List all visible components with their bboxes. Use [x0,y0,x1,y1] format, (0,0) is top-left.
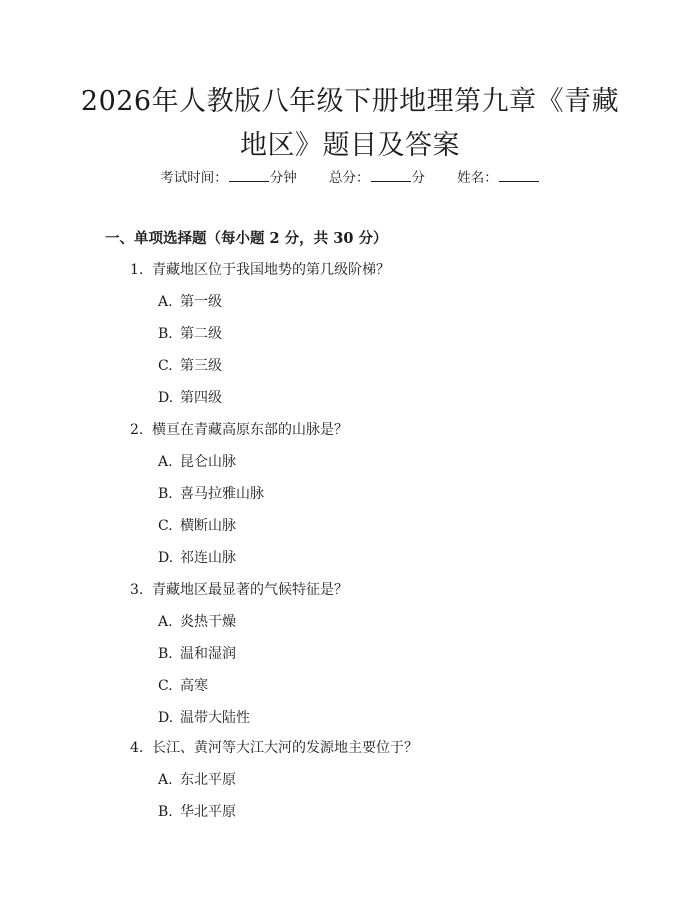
option-letter: C. [158,678,173,694]
total-score-label: 总分： [329,170,370,186]
question-number: 3. [130,582,144,598]
exam-meta [0,168,700,188]
question-text: 横亘在青藏高原东部的山脉是？ [152,422,348,438]
question-number: 1. [130,262,144,278]
option-text: 第四级 [180,390,222,406]
option-letter: A. [158,614,173,630]
option-letter: B. [158,646,173,662]
option [158,708,250,728]
title-line-2: 地区》题目及答案 [240,130,460,161]
option [158,802,236,822]
total-score [329,168,425,188]
option [158,676,208,696]
option [158,644,236,664]
option-letter: C. [158,518,173,534]
question [130,260,390,280]
document-title [60,80,640,168]
option-text: 高寒 [180,678,208,694]
option-letter: A. [158,294,173,310]
option-text: 温和湿润 [180,646,236,662]
option-text: 华北平原 [180,804,236,820]
option-text: 昆仑山脉 [180,454,236,470]
option [158,770,236,790]
title-line-1: 2026年人教版八年级下册地理第九章《青藏 [80,86,620,117]
option-letter: B. [158,326,173,342]
question-number: 2. [130,422,144,438]
option-text: 第三级 [180,358,222,374]
option [158,516,236,536]
exam-time [160,168,297,188]
exam-time-blank [229,169,269,182]
option [158,388,222,408]
option-letter: A. [158,454,173,470]
option-letter: D. [158,390,174,406]
option-letter: D. [158,550,174,566]
option-text: 第一级 [180,294,222,310]
exam-time-unit: 分钟 [269,170,297,186]
option [158,612,236,632]
question-text: 青藏地区最显著的气候特征是？ [152,582,348,598]
question-number: 4. [130,740,144,756]
option-text: 喜马拉雅山脉 [180,486,264,502]
option-text: 炎热干燥 [180,614,236,630]
total-score-unit: 分 [411,170,425,186]
question-text: 青藏地区位于我国地势的第几级阶梯？ [152,262,390,278]
option-text: 祁连山脉 [180,550,236,566]
option [158,548,236,568]
student-name [457,168,540,188]
option [158,484,264,504]
option [158,452,236,472]
option-letter: B. [158,486,173,502]
option-letter: B. [158,804,173,820]
option-letter: D. [158,710,174,726]
question [130,420,348,440]
option-text: 温带大陆性 [180,710,250,726]
exam-time-label: 考试时间： [160,170,228,186]
question-text: 长江、黄河等大江大河的发源地主要位于？ [152,740,418,756]
question [130,738,418,758]
student-name-label: 姓名： [457,170,498,186]
student-name-blank [499,169,539,182]
option [158,324,222,344]
question [130,580,348,600]
option-letter: A. [158,772,173,788]
section-title: 一、单项选择题（每小题 2 分，共 30 分） [105,230,388,247]
option-letter: C. [158,358,173,374]
option [158,292,222,312]
option [158,356,222,376]
option-text: 第二级 [180,326,222,342]
total-score-blank [371,169,411,182]
option-text: 东北平原 [180,772,236,788]
option-text: 横断山脉 [180,518,236,534]
